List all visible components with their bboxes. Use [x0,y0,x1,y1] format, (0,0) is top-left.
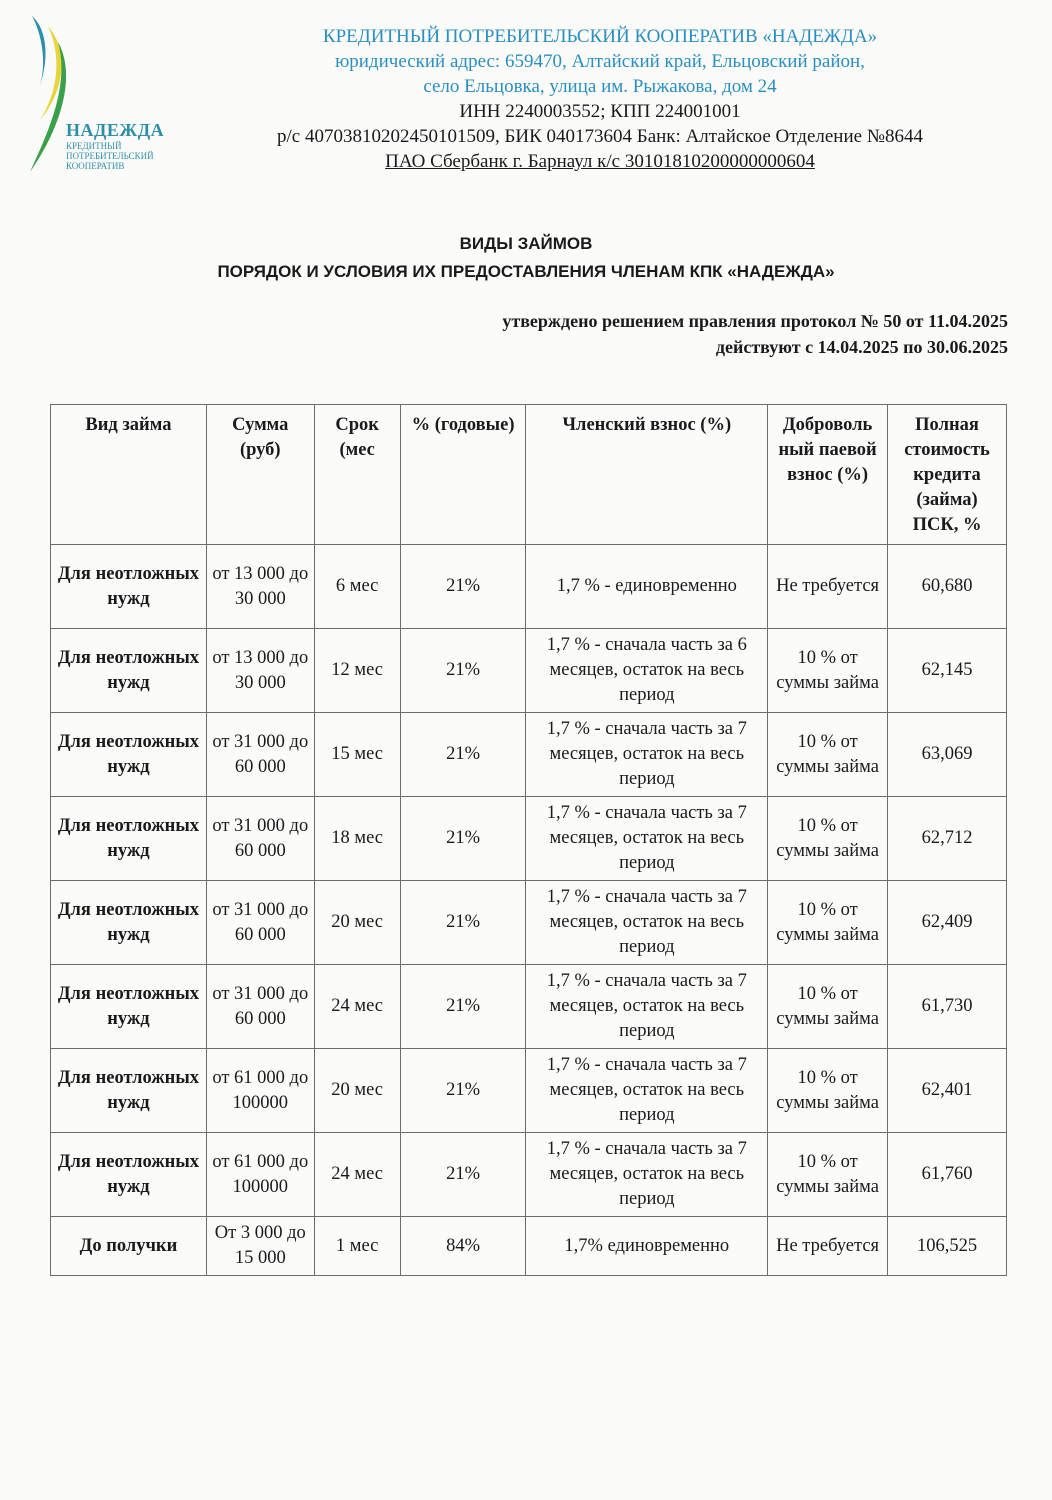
cell-membership-fee: 1,7 % - сначала часть за 7 месяцев, остаток на весь период [526,881,768,965]
cell-loan-type: Для неотложных нужд [51,1049,207,1133]
cell-term: 15 мес [314,713,400,797]
cell-annual-rate: 84% [400,1217,526,1276]
table-row [51,1049,1007,1133]
cell-loan-type: Для неотложных нужд [51,629,207,713]
table-row [51,881,1007,965]
org-bank-line-2: ПАО Сбербанк г. Барнаул к/с 30101810200000000604 [385,151,815,172]
cell-term: 1 мес [314,1217,400,1276]
cell-membership-fee: 1,7 % - сначала часть за 7 месяцев, остаток на весь период [526,713,768,797]
cell-amount: от 61 000 до 100000 [206,1133,314,1217]
header-loan-type: Вид займа [51,405,207,545]
cell-full-cost: 62,409 [888,881,1007,965]
org-inn: ИНН 2240003552; КПП 224001001 [459,101,741,122]
cell-membership-fee: 1,7 % - сначала часть за 7 месяцев, остаток на весь период [526,965,768,1049]
cell-loan-type: Для неотложных нужд [51,881,207,965]
approval-line-2: действуют с 14.04.2025 по 30.06.2025 [715,337,1008,357]
cell-annual-rate: 21% [400,881,526,965]
cell-full-cost: 62,712 [888,797,1007,881]
cell-amount: от 13 000 до 30 000 [206,629,314,713]
cell-annual-rate: 21% [400,629,526,713]
cell-amount: от 31 000 до 60 000 [206,713,314,797]
cell-full-cost: 61,730 [888,965,1007,1049]
cell-loan-type: Для неотложных нужд [51,1133,207,1217]
cell-full-cost: 106,525 [888,1217,1007,1276]
cell-amount: от 31 000 до 60 000 [206,797,314,881]
cell-amount: от 31 000 до 60 000 [206,881,314,965]
approval-note [502,308,1008,360]
cell-annual-rate: 21% [400,1049,526,1133]
cell-full-cost: 62,401 [888,1049,1007,1133]
title-line-2: ПОРЯДОК И УСЛОВИЯ ИХ ПРЕДОСТАВЛЕНИЯ ЧЛЕНАМ КПК «НАДЕЖДА» [217,262,835,281]
document-title [0,230,1052,286]
header-share-contribution: Доброволь ный паевой взнос (%) [768,405,888,545]
cell-term: 20 мес [314,881,400,965]
header-amount: Сумма (руб) [206,405,314,545]
org-name: КРЕДИТНЫЙ ПОТРЕБИТЕЛЬСКИЙ КООПЕРАТИВ «НАДЕЖДА» [322,26,878,47]
cell-membership-fee: 1,7% единовременно [526,1217,768,1276]
cell-share-contribution: 10 % от суммы займа [768,629,888,713]
cooperative-logo [18,12,188,182]
cell-loan-type: До получки [51,1217,207,1276]
cell-share-contribution: 10 % от суммы займа [768,965,888,1049]
table-row [51,629,1007,713]
header-membership-fee: Членский взнос (%) [526,405,768,545]
cell-annual-rate: 21% [400,545,526,629]
cell-loan-type: Для неотложных нужд [51,545,207,629]
table-row [51,545,1007,629]
cell-term: 6 мес [314,545,400,629]
cell-full-cost: 60,680 [888,545,1007,629]
cell-share-contribution: Не требуется [768,1217,888,1276]
table-row [51,1133,1007,1217]
cell-loan-type: Для неотложных нужд [51,797,207,881]
cell-membership-fee: 1,7 % - сначала часть за 6 месяцев, остаток на весь период [526,629,768,713]
loan-terms-table [50,404,1007,1276]
cell-share-contribution: 10 % от суммы займа [768,1049,888,1133]
cell-amount: от 13 000 до 30 000 [206,545,314,629]
cell-term: 12 мес [314,629,400,713]
cell-loan-type: Для неотложных нужд [51,713,207,797]
cell-term: 24 мес [314,965,400,1049]
table-row [51,797,1007,881]
cell-annual-rate: 21% [400,1133,526,1217]
cell-full-cost: 61,760 [888,1133,1007,1217]
table-header-row [51,405,1007,545]
cell-annual-rate: 21% [400,713,526,797]
approval-line-1: утверждено решением правления протокол № 50 от 11.04.2025 [502,311,1008,331]
cell-share-contribution: 10 % от суммы займа [768,881,888,965]
cell-term: 20 мес [314,1049,400,1133]
cell-term: 24 мес [314,1133,400,1217]
cell-share-contribution: Не требуется [768,545,888,629]
cell-membership-fee: 1,7 % - единовременно [526,545,768,629]
title-line-1: ВИДЫ ЗАЙМОВ [459,234,593,253]
cell-annual-rate: 21% [400,797,526,881]
logo-name: НАДЕЖДА [66,120,165,140]
cell-annual-rate: 21% [400,965,526,1049]
cell-share-contribution: 10 % от суммы займа [768,713,888,797]
cell-membership-fee: 1,7 % - сначала часть за 7 месяцев, остаток на весь период [526,1133,768,1217]
org-address-line-1: юридический адрес: 659470, Алтайский край, Ельцовский район, [335,51,865,72]
table-row [51,1217,1007,1276]
cell-term: 18 мес [314,797,400,881]
cell-share-contribution: 10 % от суммы займа [768,1133,888,1217]
header-annual-rate: % (годовые) [400,405,526,545]
cell-membership-fee: 1,7 % - сначала часть за 7 месяцев, остаток на весь период [526,797,768,881]
cell-full-cost: 62,145 [888,629,1007,713]
cell-membership-fee: 1,7 % - сначала часть за 7 месяцев, остаток на весь период [526,1049,768,1133]
cell-amount: от 31 000 до 60 000 [206,965,314,1049]
cell-full-cost: 63,069 [888,713,1007,797]
cell-amount: от 61 000 до 100000 [206,1049,314,1133]
table-row [51,713,1007,797]
org-address-line-2: село Ельцовка, улица им. Рыжакова, дом 24 [423,76,777,97]
header-term: Срок (мес [314,405,400,545]
header-full-cost: Полная стоимость кредита (займа) ПСК, % [888,405,1007,545]
org-bank-line-1: р/с 40703810202450101509, БИК 040173604 Банк: Алтайское Отделение №8644 [277,126,923,147]
cell-amount: От 3 000 до 15 000 [206,1217,314,1276]
table-row [51,965,1007,1049]
cell-loan-type: Для неотложных нужд [51,965,207,1049]
organization-header [190,24,1010,174]
cell-share-contribution: 10 % от суммы займа [768,797,888,881]
logo-subtitle: КРЕДИТНЫЙ ПОТРЕБИТЕЛЬСКИЙ КООПЕРАТИВ [66,141,154,171]
